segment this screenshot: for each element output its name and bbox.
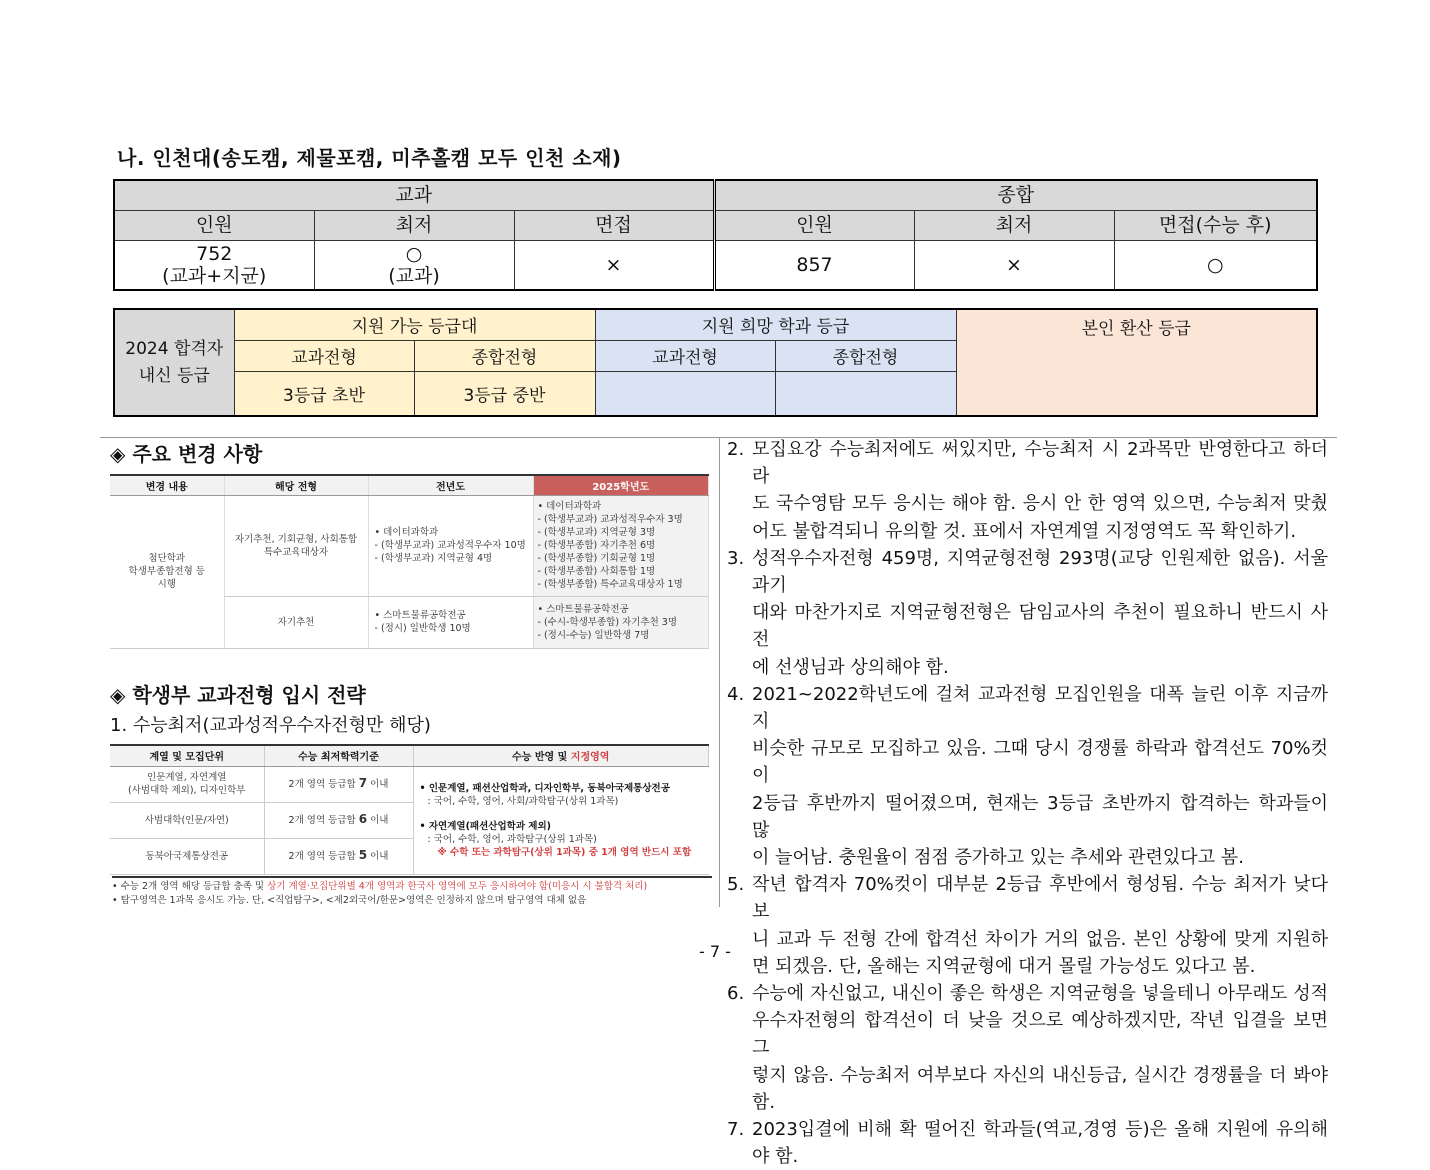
notes bbox=[112, 876, 712, 908]
col-header: 최저 bbox=[314, 210, 514, 240]
divider bbox=[719, 437, 720, 907]
label-text: 내신 등급 bbox=[138, 365, 210, 386]
text: - (학생부종합) 사회통합 1명 bbox=[537, 566, 656, 577]
text: • 자연계열(패션산업학과 제외) bbox=[419, 820, 551, 832]
changes-table bbox=[110, 474, 709, 649]
group-header: 교과 bbox=[114, 180, 714, 210]
col-header: 면접(수능 후) bbox=[1114, 210, 1317, 240]
cell: × bbox=[514, 240, 714, 290]
note bbox=[112, 880, 712, 894]
grade-value bbox=[595, 371, 775, 416]
text: • 스마트물류공학전공 bbox=[537, 603, 629, 615]
new-cell bbox=[533, 495, 709, 596]
text: 2개 영역 등급합 bbox=[288, 851, 359, 862]
cell-text: ○ bbox=[405, 242, 423, 265]
text: 학생부종합전형 등 bbox=[128, 566, 205, 577]
col-header: 수능 최저학력기준 bbox=[264, 745, 413, 766]
text: - (학생부종합) 특수교육대상자 1명 bbox=[537, 579, 683, 590]
criteria-cell bbox=[264, 802, 413, 838]
text: 첨단학과 bbox=[148, 553, 186, 564]
item-line: 에 선생님과 상의해야 함. bbox=[752, 656, 949, 678]
criteria-cell bbox=[264, 838, 413, 874]
item-number: 5. bbox=[727, 874, 745, 896]
cell: 857 bbox=[714, 240, 914, 290]
cell bbox=[114, 240, 314, 290]
section-title: 나. 인천대(송도캠, 제물포캠, 미추홀캠 모두 인천 소재) bbox=[117, 146, 622, 170]
text: 이내 bbox=[367, 779, 389, 790]
text: - (학생부교과) 교과성적우수자 3명 bbox=[537, 514, 683, 525]
group-header: 지원 가능 등급대 bbox=[234, 309, 595, 340]
item-line: 2등급 후반까지 떨어졌으며, 현재는 3등급 초반까지 합격하는 학과들이 많 bbox=[752, 792, 1328, 841]
item-number: 4. bbox=[727, 683, 745, 705]
summary-table bbox=[113, 179, 1318, 291]
text: 상기 계열·모집단위별 4개 영역과 한국사 영역에 모두 응시하여야 함(미응시 시 불합격 처리) bbox=[267, 881, 648, 892]
row-label bbox=[114, 309, 234, 416]
unit-cell: 동북아국제통상전공 bbox=[110, 838, 264, 874]
sub-header: 교과전형 bbox=[595, 340, 775, 371]
grade-value: 3등급 초반 bbox=[234, 371, 414, 416]
text: 2개 영역 등급합 bbox=[288, 779, 359, 790]
text: - (정시) 일반학생 10명 bbox=[374, 623, 471, 634]
text: 이내 bbox=[367, 851, 389, 862]
type-cell: 자기추천 bbox=[224, 596, 368, 648]
type-cell bbox=[224, 495, 368, 596]
strategy-subheading: 1. 수능최저(교과성적우수자전형만 해당) bbox=[110, 715, 431, 736]
prev-cell bbox=[368, 596, 533, 648]
item-line: 작년 합격자 70%컷이 대부분 2등급 후반에서 형성됨. 수능 최저가 낮다보 bbox=[752, 874, 1328, 923]
text: - (학생부종합) 기회균형 1명 bbox=[537, 553, 656, 564]
note: • 탐구영역은 1과목 응시도 가능. 단, <직업탐구>, <제2외국어/한문>영역은 인정하지 않으며 탐구영역 대체 없음 bbox=[112, 895, 587, 906]
col-header: 면접 bbox=[514, 210, 714, 240]
advice-item bbox=[727, 1116, 1328, 1170]
sub-header: 종합전형 bbox=[775, 340, 956, 371]
item-line: 니 교과 두 전형 간에 합격선 차이가 거의 없음. 본인 상황에 맞게 지원하 bbox=[752, 928, 1328, 950]
col-header: 계열 및 모집단위 bbox=[110, 745, 264, 766]
text: - (학생부교과) 교과성적우수자 10명 bbox=[374, 540, 526, 551]
col-header: 인원 bbox=[114, 210, 314, 240]
sub-header: 교과전형 bbox=[234, 340, 414, 371]
prev-cell bbox=[368, 495, 533, 596]
minimum-table bbox=[110, 744, 709, 875]
change-cell bbox=[110, 495, 224, 648]
text: 자기추천, 기회균형, 사회통합 bbox=[234, 533, 358, 545]
item-line: 렇지 않음. 수능최저 여부보다 자신의 내신등급, 실시간 경쟁률을 더 봐야 함. bbox=[752, 1064, 1328, 1113]
text: 5 bbox=[358, 848, 368, 862]
text: 7 bbox=[358, 776, 368, 790]
item-line: 2021~2022학년도에 걸쳐 교과전형 모집인원을 대폭 늘린 이후 지금까지 bbox=[752, 683, 1328, 733]
new-cell bbox=[533, 596, 709, 648]
col-header: 변경 내용 bbox=[110, 475, 224, 495]
item-line: 성적우수자전형 459명, 지역균형전형 293명(교당 인원제한 없음). 서울과기 bbox=[752, 547, 1328, 597]
col-header bbox=[413, 745, 709, 766]
cell-text: (교과+지균) bbox=[162, 264, 267, 287]
item-line: 모집요강 수능최저에도 써있지만, 수능최저 시 2과목만 반영한다고 하더라 bbox=[752, 439, 1328, 488]
text: • 데이터과학과 bbox=[374, 527, 439, 538]
advice-item bbox=[727, 871, 1328, 980]
text: - (정시-수능) 일반학생 7명 bbox=[537, 629, 650, 641]
criteria-cell bbox=[264, 766, 413, 802]
sub-header: 종합전형 bbox=[414, 340, 595, 371]
text: 인문계열, 자연계열 bbox=[147, 772, 227, 783]
areas-cell bbox=[413, 766, 709, 874]
unit-cell bbox=[110, 766, 264, 802]
text: 지정영역 bbox=[570, 752, 610, 764]
text: - (학생부교과) 지역균형 4명 bbox=[374, 553, 493, 564]
text: 이내 bbox=[367, 815, 389, 826]
group-header: 종합 bbox=[714, 180, 1317, 210]
col-header: 해당 전형 bbox=[224, 475, 368, 495]
item-line: 비슷한 규모로 모집하고 있음. 그때 당시 경쟁률 하락과 합격선도 70%컷이 bbox=[752, 738, 1328, 787]
label-text: 2024 합격자 bbox=[125, 338, 224, 359]
advice-item bbox=[727, 545, 1328, 681]
cell: ○ bbox=[1114, 240, 1317, 290]
strategy-heading: ◈ 학생부 교과전형 입시 전략 bbox=[110, 683, 366, 707]
text: 6 bbox=[358, 812, 368, 826]
text: • 데이터과학과 bbox=[537, 501, 602, 512]
item-line: 대와 마찬가지로 지역균형전형은 담임교사의 추천이 필요하니 반드시 사전 bbox=[752, 602, 1328, 651]
cell-text: (교과) bbox=[388, 264, 440, 287]
grade-value bbox=[775, 371, 956, 416]
item-number: 2. bbox=[727, 439, 745, 460]
item-line: 2023입결에 비해 확 떨어진 학과들(역교,경영 등)은 올해 지원에 유의해야 함. bbox=[752, 1119, 1328, 1168]
advice-item bbox=[727, 681, 1328, 871]
text: 시행 bbox=[157, 579, 176, 590]
text: • 수능 2개 영역 해당 등급합 충족 및 bbox=[112, 881, 268, 892]
grade-table bbox=[113, 308, 1318, 417]
group-header: 본인 환산 등급 bbox=[956, 309, 1317, 416]
col-header: 인원 bbox=[714, 210, 914, 240]
page-number: - 7 - bbox=[699, 942, 731, 961]
cell bbox=[314, 240, 514, 290]
cell-text: 752 bbox=[196, 242, 233, 265]
item-number: 6. bbox=[727, 983, 745, 1005]
item-line: 어도 불합격되니 유의할 것. 표에서 자연계열 지정영역도 꼭 확인하기. bbox=[752, 520, 1297, 542]
item-line: 도 국수영탐 모두 응시는 해야 함. 응시 안 한 영역 있으면, 수능최저 맞췄 bbox=[752, 493, 1328, 515]
text: 2개 영역 등급합 bbox=[288, 815, 359, 826]
text: - (학생부종합) 자기추천 6명 bbox=[537, 540, 656, 551]
item-line: 이 늘어남. 충원율이 점점 증가하고 있는 추세와 관련있다고 봄. bbox=[752, 847, 1244, 869]
cell: × bbox=[914, 240, 1114, 290]
advice-item bbox=[727, 436, 1328, 545]
text: : 국어, 수학, 영어, 사회/과학탐구(상위 1과목) bbox=[427, 795, 619, 807]
text: (사범대학 제외), 디자인학부 bbox=[128, 785, 246, 796]
text: - (수시-학생부종합) 자기추천 3명 bbox=[537, 616, 677, 628]
text: 수능 반영 및 bbox=[512, 752, 571, 764]
advice-item bbox=[727, 980, 1328, 1116]
group-header: 지원 희망 학과 등급 bbox=[595, 309, 956, 340]
text: • 인문계열, 패션산업학과, 디자인학부, 동북아국제통상전공 bbox=[419, 782, 670, 794]
item-number: 7. bbox=[727, 1119, 745, 1141]
unit-cell: 사범대학(인문/자연) bbox=[110, 802, 264, 838]
item-number: 3. bbox=[727, 547, 745, 569]
text: - (학생부교과) 지역균형 3명 bbox=[537, 527, 656, 538]
text: 특수교육대상자 bbox=[263, 546, 329, 558]
text: ※ 수학 또는 과학탐구(상위 1과목) 중 1개 영역 반드시 포함 bbox=[437, 846, 692, 858]
item-line: 우수자전형의 합격선이 더 낮을 것으로 예상하겠지만, 작년 입결을 보면 그 bbox=[752, 1010, 1328, 1059]
grade-value: 3등급 중반 bbox=[414, 371, 595, 416]
item-line: 면 되겠음. 단, 올해는 지역균형에 대거 몰릴 가능성도 있다고 봄. bbox=[752, 955, 1256, 977]
item-line: 수능에 자신없고, 내신이 좋은 학생은 지역균형을 넣을테니 아무래도 성적 bbox=[752, 983, 1328, 1005]
col-header: 2025학년도 bbox=[533, 475, 709, 495]
text: • 스마트물류공학전공 bbox=[374, 610, 466, 621]
changes-heading: ◈ 주요 변경 사항 bbox=[110, 442, 263, 466]
col-header: 최저 bbox=[914, 210, 1114, 240]
advice-list bbox=[727, 436, 1328, 1170]
col-header: 전년도 bbox=[368, 475, 533, 495]
text: : 국어, 수학, 영어, 과학탐구(상위 1과목) bbox=[427, 833, 597, 845]
